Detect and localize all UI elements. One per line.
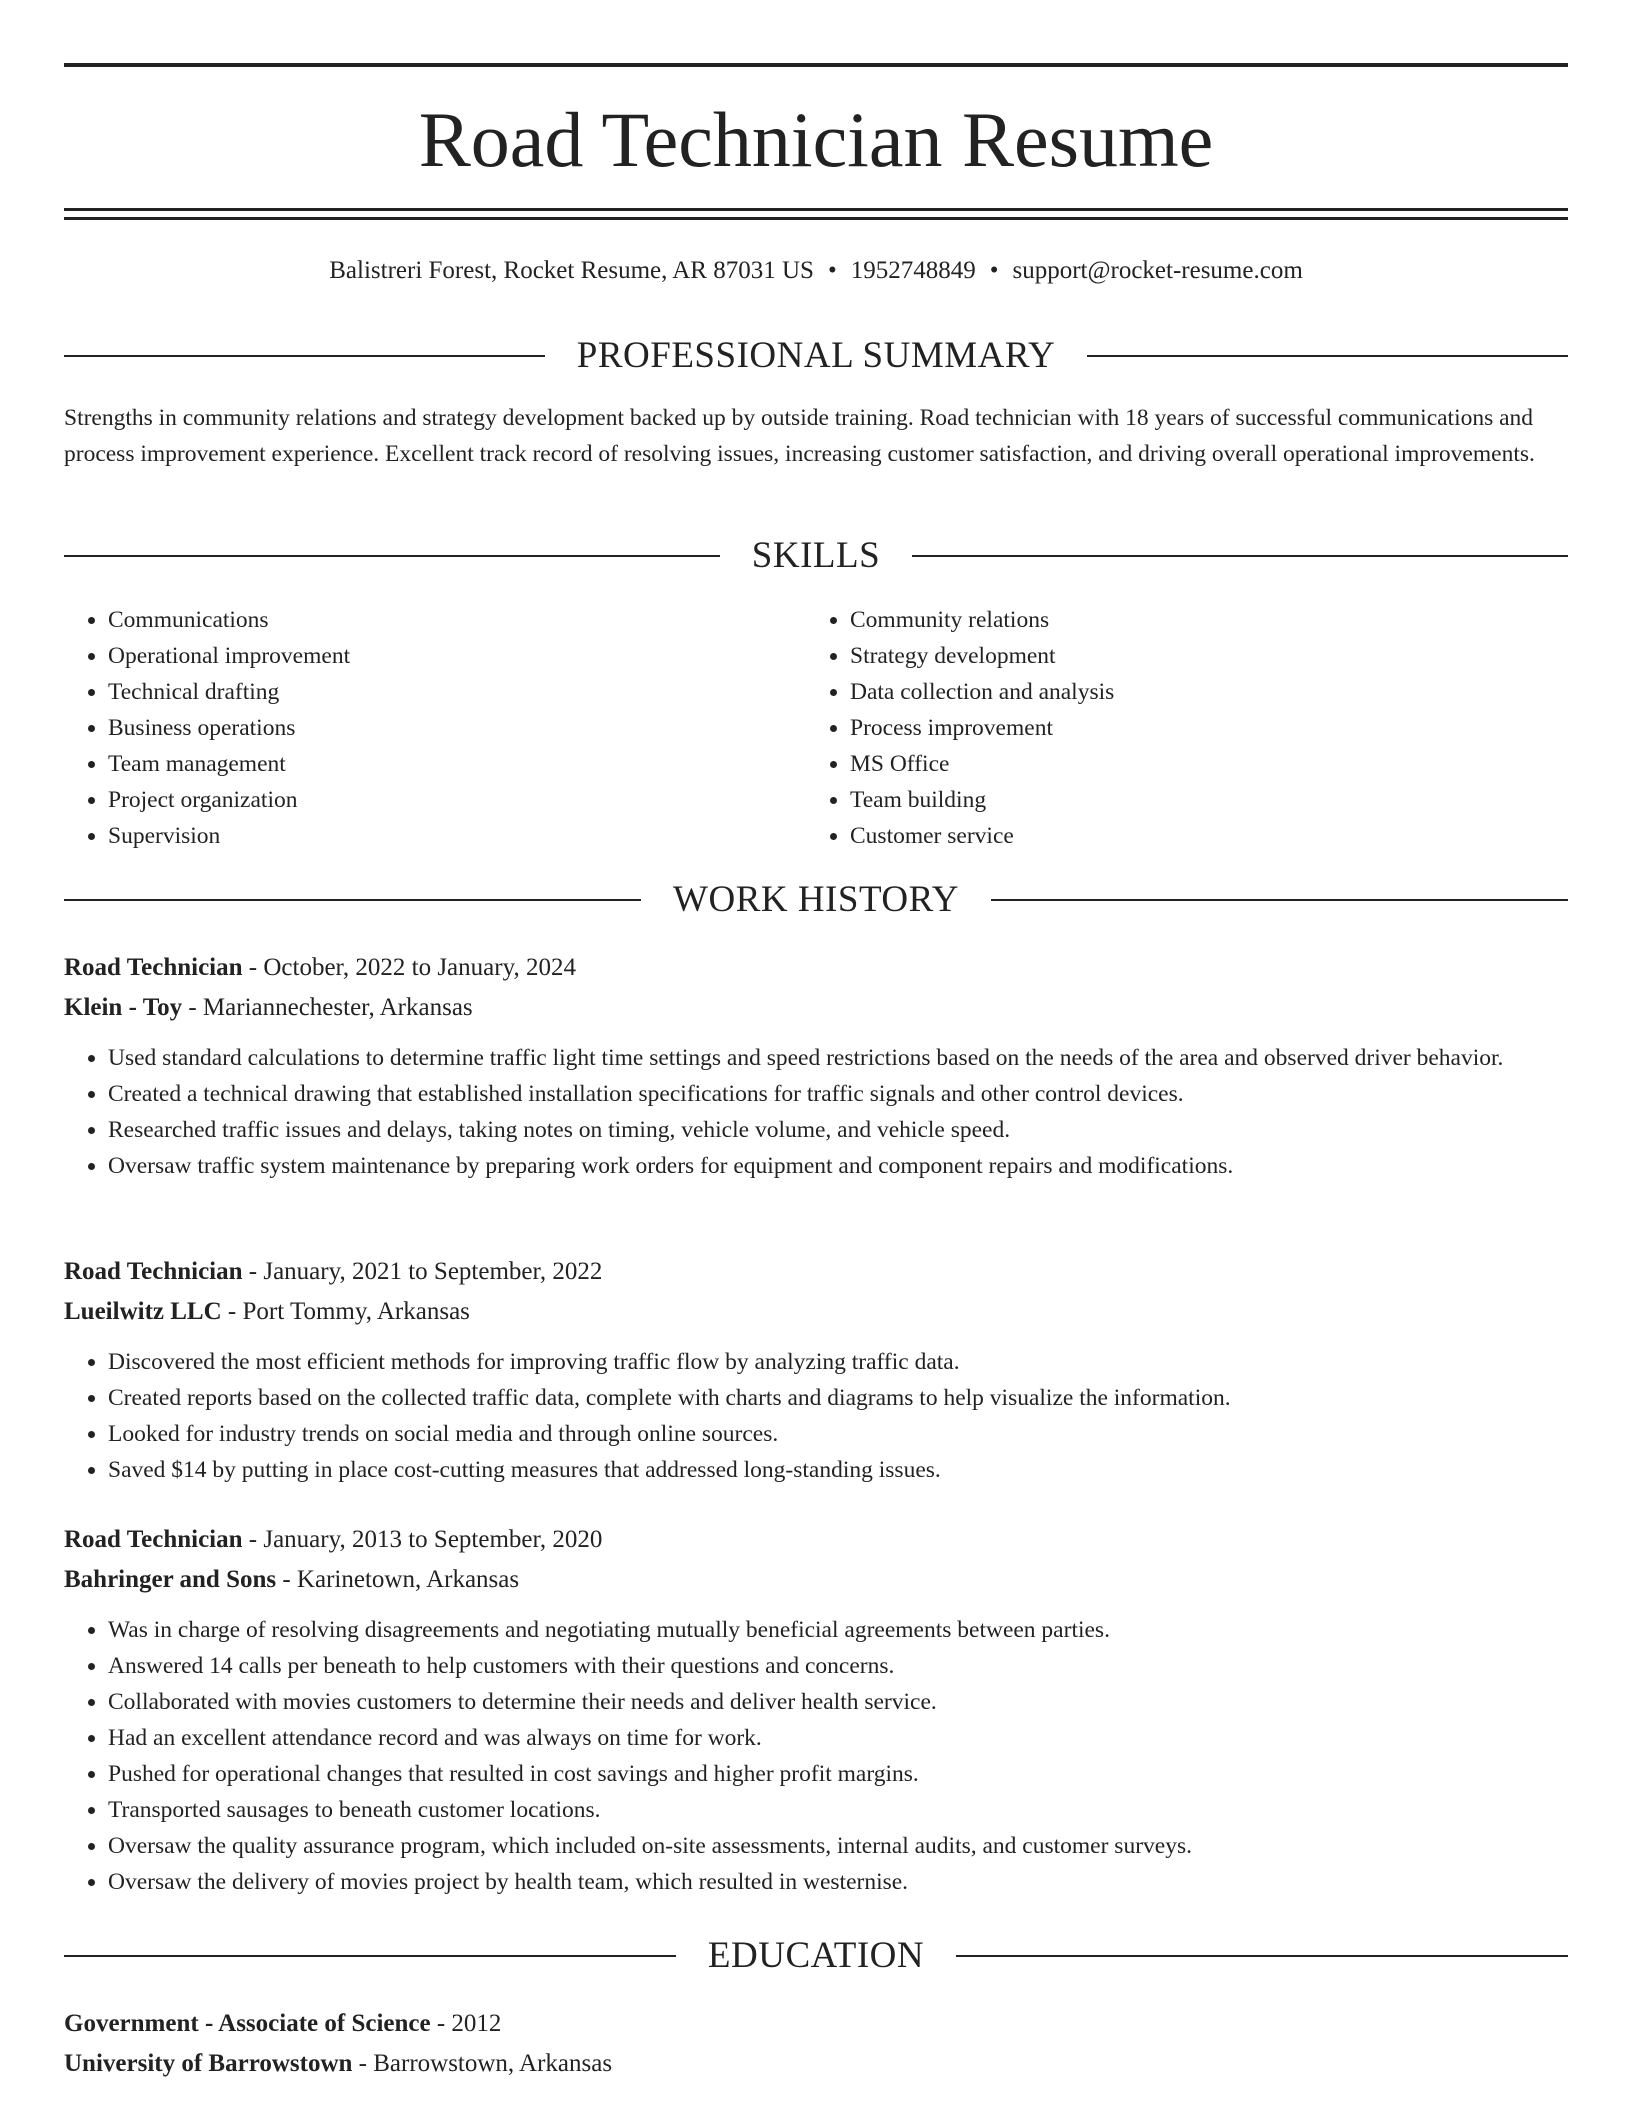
job-title-line bbox=[64, 1252, 1568, 1292]
skill-item: • Communications bbox=[108, 602, 764, 638]
heading-rule bbox=[991, 899, 1568, 901]
education-degree: Government - Associate of Science bbox=[64, 2010, 431, 2037]
education-school-line bbox=[64, 2044, 1568, 2084]
job-bullet: • Researched traffic issues and delays, taking notes on timing, vehicle volume, and vehicle speed. bbox=[108, 1112, 1568, 1148]
job-bullet: • Looked for industry trends on social media and through online sources. bbox=[108, 1416, 1568, 1452]
skill-item: • Technical drafting bbox=[108, 674, 764, 710]
job-company: Bahringer and Sons bbox=[64, 1566, 277, 1593]
job-bullet: • Had an excellent attendance record and was always on time for work. bbox=[108, 1720, 1568, 1756]
education-school: University of Barrowstown bbox=[64, 2050, 353, 2077]
heading-rule bbox=[64, 1955, 676, 1957]
job-bullets bbox=[64, 1344, 1568, 1488]
contact-line bbox=[64, 254, 1568, 288]
job-title: Road Technician bbox=[64, 1526, 243, 1553]
job-company-line bbox=[64, 988, 1568, 1028]
section-heading-education bbox=[64, 1932, 1568, 1980]
job-dates: - January, 2021 to September, 2022 bbox=[242, 1258, 603, 1285]
skill-item: • Team management bbox=[108, 746, 764, 782]
job-bullet: • Oversaw traffic system maintenance by preparing work orders for equipment and component repairs and modifications. bbox=[108, 1148, 1568, 1184]
skill-item: • Customer service bbox=[850, 818, 1506, 854]
section-heading-label: WORK HISTORY bbox=[673, 879, 959, 920]
job-company: Klein - Toy bbox=[64, 994, 183, 1021]
education-degree-line bbox=[64, 2004, 1568, 2044]
job-title: Road Technician bbox=[64, 954, 243, 981]
education-location: - Barrowstown, Arkansas bbox=[352, 2050, 613, 2077]
job-dates: - October, 2022 to January, 2024 bbox=[242, 954, 576, 981]
job-bullet: • Oversaw the delivery of movies project by health team, which resulted in westernise. bbox=[108, 1864, 1568, 1900]
skill-item: • Team building bbox=[850, 782, 1506, 818]
job-bullet: • Pushed for operational changes that resulted in cost savings and higher profit margins. bbox=[108, 1756, 1568, 1792]
job-bullets bbox=[64, 1040, 1568, 1184]
job-bullet: • Used standard calculations to determine traffic light time settings and speed restrictions based on the needs of the area and observed driver behavior. bbox=[108, 1040, 1568, 1076]
contact-address: Balistreri Forest, Rocket Resume, AR 87031 US bbox=[329, 257, 814, 284]
education-entry bbox=[64, 2004, 1568, 2084]
skill-item: • Data collection and analysis bbox=[850, 674, 1506, 710]
page-title: Road Technician Resume bbox=[418, 96, 1214, 183]
job-bullet: • Created a technical drawing that established installation specifications for traffic signals and other control devices. bbox=[108, 1076, 1568, 1112]
heading-rule bbox=[64, 555, 720, 557]
summary-text: Strengths in community relations and strategy development backed up by outside training. Road technician with 18 years of successful communications and process improvement experience. Excellent track record of resolving issues, increasing customer satisfaction, and driving overall operational improvements. bbox=[64, 405, 1535, 467]
job-title-line bbox=[64, 1520, 1568, 1560]
skills-list-right bbox=[806, 602, 1506, 854]
job-bullets bbox=[64, 1612, 1568, 1900]
section-heading-summary bbox=[64, 332, 1568, 380]
job-entry bbox=[64, 1252, 1568, 1488]
heading-rule bbox=[1087, 355, 1568, 357]
skill-item: • Supervision bbox=[108, 818, 764, 854]
job-company: Lueilwitz LLC bbox=[64, 1298, 222, 1325]
title-double-rule bbox=[64, 208, 1568, 220]
job-bullet: • Saved $14 by putting in place cost-cutting measures that addressed long-standing issues. bbox=[108, 1452, 1568, 1488]
job-bullet: • Discovered the most efficient methods for improving traffic flow by analyzing traffic data. bbox=[108, 1344, 1568, 1380]
skill-item: • MS Office bbox=[850, 746, 1506, 782]
job-bullet: • Collaborated with movies customers to determine their needs and deliver health service. bbox=[108, 1684, 1568, 1720]
job-entry bbox=[64, 1520, 1568, 1900]
job-location: - Mariannechester, Arkansas bbox=[182, 994, 473, 1021]
heading-rule bbox=[64, 899, 641, 901]
job-bullet: • Was in charge of resolving disagreements and negotiating mutually beneficial agreements between parties. bbox=[108, 1612, 1568, 1648]
job-bullet: • Created reports based on the collected traffic data, complete with charts and diagrams to help visualize the information. bbox=[108, 1380, 1568, 1416]
section-heading-work-history bbox=[64, 876, 1568, 924]
contact-email: support@rocket-resume.com bbox=[1012, 257, 1303, 284]
contact-separator: • bbox=[989, 257, 999, 284]
section-heading-skills bbox=[64, 532, 1568, 580]
job-location: - Karinetown, Arkansas bbox=[276, 1566, 520, 1593]
job-entry bbox=[64, 948, 1568, 1184]
skill-item: • Operational improvement bbox=[108, 638, 764, 674]
job-title: Road Technician bbox=[64, 1258, 243, 1285]
job-bullet: • Oversaw the quality assurance program, which included on-site assessments, internal audits, and customer surveys. bbox=[108, 1828, 1568, 1864]
job-company-line bbox=[64, 1560, 1568, 1600]
job-company-line bbox=[64, 1292, 1568, 1332]
top-rule bbox=[64, 63, 1568, 67]
job-bullet: • Answered 14 calls per beneath to help customers with their questions and concerns. bbox=[108, 1648, 1568, 1684]
contact-separator: • bbox=[827, 257, 837, 284]
skill-item: • Process improvement bbox=[850, 710, 1506, 746]
job-dates: - January, 2013 to September, 2020 bbox=[242, 1526, 603, 1553]
education-year: - 2012 bbox=[430, 2010, 502, 2037]
skill-item: • Community relations bbox=[850, 602, 1506, 638]
skill-item: • Business operations bbox=[108, 710, 764, 746]
heading-rule bbox=[956, 1955, 1568, 1957]
contact-phone: 1952748849 bbox=[850, 257, 976, 284]
skills-list-left bbox=[64, 602, 764, 854]
job-title-line bbox=[64, 948, 1568, 988]
heading-rule bbox=[912, 555, 1568, 557]
job-location: - Port Tommy, Arkansas bbox=[221, 1298, 470, 1325]
section-heading-label: SKILLS bbox=[751, 535, 881, 576]
skill-item: • Strategy development bbox=[850, 638, 1506, 674]
skill-item: • Project organization bbox=[108, 782, 764, 818]
section-heading-label: EDUCATION bbox=[707, 1935, 925, 1976]
heading-rule bbox=[64, 355, 545, 357]
job-bullet: • Transported sausages to beneath customer locations. bbox=[108, 1792, 1568, 1828]
section-heading-label: PROFESSIONAL SUMMARY bbox=[576, 335, 1056, 376]
